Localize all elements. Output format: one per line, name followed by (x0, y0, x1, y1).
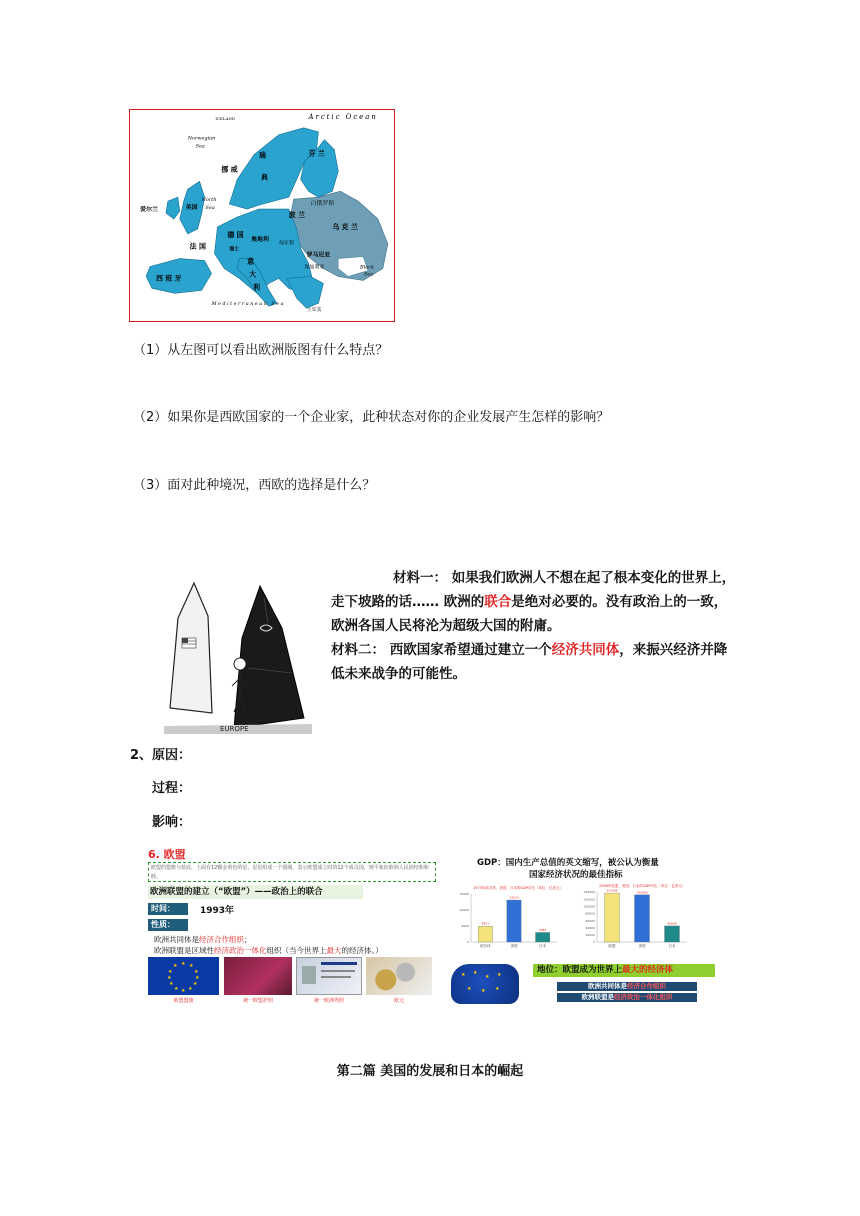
eu-license-image (296, 957, 362, 995)
material-1-label: 材料一： (393, 570, 447, 586)
romania-label: 罗马尼亚 (306, 251, 331, 259)
gdp-badge-1-b: 经济合作组织 (627, 982, 666, 990)
finland-label: 芬 兰 (308, 149, 325, 158)
eu-flag-image (148, 957, 219, 995)
chart-value-label: 137000 (606, 888, 618, 893)
europe-map (129, 109, 395, 322)
eu-nature-label: 性质： (148, 919, 188, 931)
eu-line1-red: 经济合作组织 (199, 935, 244, 944)
svg-text:★: ★ (173, 963, 178, 969)
gdp-badge-1-a: 欧洲共同体是 (588, 982, 627, 990)
chart-tick-label: 80000 (585, 911, 595, 916)
chart-bar (478, 926, 492, 942)
hungary-label: 匈牙利 (278, 240, 294, 247)
chart-bar (507, 900, 521, 942)
chart-bar (635, 895, 650, 942)
svg-text:★: ★ (174, 986, 179, 992)
france-label: 法 国 (189, 242, 206, 251)
chart-category-label: 美国 (510, 944, 518, 948)
gdp-status (533, 964, 715, 977)
gdp-title-b: 国家经济状况的最佳指标 (529, 870, 623, 880)
process-label: 过程： (152, 781, 192, 796)
chart-category-label: 欧共体 (480, 944, 491, 948)
material-2-highlight: 经济共同体 (551, 642, 620, 658)
chart-tick-label: 120000 (583, 897, 595, 902)
spain-label: 西 班 牙 (156, 274, 182, 283)
eu-time-value: 1993年 (200, 906, 235, 916)
eu-slide (148, 846, 438, 1006)
eu-time-label: 时间： (148, 903, 188, 915)
chart-bar (605, 893, 620, 942)
sweden-label-b: 典 (261, 173, 268, 182)
chart-category-label: 日本 (668, 944, 676, 948)
eu-nature-line-1 (154, 934, 252, 945)
gdp-badge-2 (557, 993, 697, 1002)
cartoon-illustration (164, 578, 312, 734)
eu-caption-license: 统一欧洲驾照 (313, 998, 344, 1004)
chart-value-label: 45000 (667, 921, 677, 926)
eu-line2-b: 组织（当今世界上 (266, 946, 327, 955)
chart-tick-label: 15000 (459, 892, 469, 897)
sweden-label-a: 瑞 (259, 151, 266, 160)
svg-text:★: ★ (485, 974, 490, 980)
question-2: （2）如果你是西欧国家的一个企业家，此种状态对你的企业发展产生怎样的影响？ (133, 410, 610, 425)
eu-caption-euro: 欧元 (393, 998, 404, 1004)
question-1: （1）从左图可以看出欧洲版图有什么特点？ (133, 343, 389, 358)
bulgaria-label: 保加利亚 (304, 264, 325, 271)
chapter-title: 第二篇 美国的发展和日本的崛起 (336, 1064, 524, 1079)
chart-bar (536, 932, 550, 942)
eu-nature-line-2 (154, 945, 383, 956)
eu-passport-image (224, 957, 292, 995)
north-sea-label-2: Sea (205, 205, 215, 212)
italy-label-a: 意 (247, 257, 255, 266)
mediterranean-label: Mediterranean Sea (211, 301, 286, 308)
gdp-title-a: GDP：国内生产总值的英文缩写，被公认为衡量 (477, 858, 659, 868)
impact-label: 影响： (152, 815, 192, 830)
svg-text:★: ★ (497, 972, 502, 978)
gdp-charts (447, 882, 717, 962)
chart-tick-label: 40000 (585, 925, 595, 930)
turkey-label: 土耳其 (306, 307, 322, 314)
ukraine-label: 乌 克 兰 (332, 222, 358, 231)
eu-euro-image (366, 957, 432, 995)
chart-value-label: 13114 (509, 895, 519, 900)
material-1 (331, 566, 736, 638)
svg-text:★: ★ (169, 981, 174, 987)
gdp-status-red: 最大的经济体 (622, 965, 674, 975)
eu-slide-title: 6. 欧盟 (148, 848, 186, 861)
chart-tick-label: 5000 (461, 924, 469, 929)
chart1-caption: 1973年欧共体、美国、日本的GDP对比（单位：亿美元） (473, 886, 563, 890)
ireland-label: 爱尔兰 (140, 206, 158, 214)
section-heading: 2、原因： (130, 748, 192, 763)
material-2-label: 材料二： (331, 642, 385, 658)
chart-tick-label: 10000 (459, 908, 469, 913)
norwegian-sea-label-1: Norwegian (187, 135, 216, 142)
eu-fist-image (451, 964, 519, 1004)
material-block (331, 566, 736, 686)
svg-text:★: ★ (495, 986, 500, 992)
black-sea-label-1: Black (360, 264, 374, 271)
chart-category-label: 欧盟 (608, 944, 616, 948)
germany-label: 德 国 (227, 230, 244, 239)
uk-label: 英国 (185, 204, 198, 212)
chart-2006 (584, 889, 687, 948)
gdp-badge-1 (557, 982, 697, 991)
svg-text:EUROPE: EUROPE (220, 725, 249, 733)
chart-tick-label: 20000 (585, 933, 595, 938)
material-2-text-b: ，来振兴经济并降低未来战争的可能性。 (331, 642, 728, 682)
svg-text:★: ★ (188, 986, 193, 992)
black-sea-label-2: Sea (364, 271, 374, 278)
chart-value-label: 2981 (538, 927, 547, 932)
svg-text:★: ★ (473, 970, 478, 976)
material-1-text-b: 是绝对必要的。没有政治上的一致，欧洲各国人民将沦为超级大国的附庸。 (331, 594, 728, 634)
chart-tick-label: 0 (467, 940, 469, 945)
norwegian-sea-label-2: Sea (195, 143, 205, 150)
svg-text:★: ★ (189, 963, 194, 969)
chart-tick-label: 0 (593, 940, 595, 945)
chart-value-label: 132000 (636, 890, 648, 895)
eu-line2-c: 的经济体。） (341, 946, 383, 955)
austria-label: 奥地利 (251, 235, 269, 243)
svg-text:★: ★ (168, 969, 173, 975)
iceland-label: ICELAND (215, 115, 236, 121)
material-1-text-a: 如果我们欧洲人不想在起了根本变化的世界上，走下坡路的话…… 欧洲的 (331, 570, 736, 610)
norway-label: 挪 威 (221, 165, 238, 174)
eu-line1-a: 欧洲共同体是 (154, 935, 199, 944)
gdp-badge-2-b: 经济政治一体化组织 (614, 993, 673, 1001)
svg-text:★: ★ (194, 969, 199, 975)
chart-category-label: 日本 (539, 944, 547, 948)
eu-slide-subtitle: 欧洲联盟的建立（“欧盟”）——政治上的联合 (148, 885, 363, 899)
gdp-badge-2-a: 欧洲联盟是 (581, 993, 614, 1001)
material-1-highlight: 联合 (484, 594, 512, 610)
eu-caption-passport: 统一欧盟护照 (242, 998, 273, 1004)
svg-text:★: ★ (167, 975, 172, 981)
eu-slide-intro: 欧盟的盟旗与蓝底，上面有12颗金黄色的星，星星组成一个圆圈，表示欧盟成立时的12个成员国，则平象征欧洲人民团结和和睦。 (148, 862, 436, 882)
gdp-slide (447, 848, 717, 1008)
chart2-caption: 2006年欧盟、美国、日本的GDP对比（单位：亿美元） (599, 884, 686, 888)
eu-line2-red2: 最大 (326, 946, 342, 955)
europe-map-svg (130, 110, 394, 321)
gdp-status-a: 地位：欧盟成为世界上 (537, 965, 623, 975)
belarus-label: 白俄罗斯 (310, 200, 335, 208)
eu-caption-flag: 欧盟盟旗 (173, 998, 194, 1004)
chart-category-label: 美国 (638, 944, 646, 948)
svg-text:★: ★ (181, 961, 186, 967)
chart-tick-label: 100000 (583, 904, 595, 909)
svg-text:★: ★ (467, 986, 472, 992)
poland-label: 波 兰 (288, 210, 306, 219)
eu-line2-a: 欧洲联盟是区域性 (154, 946, 214, 955)
italy-label-c: 利 (253, 283, 261, 292)
svg-text:★: ★ (481, 988, 486, 994)
eu-line2-red: 经济政治一体化 (214, 946, 267, 955)
chart-bar (665, 926, 680, 942)
italy-label-b: 大 (249, 270, 257, 279)
eu-line1-b: ； (244, 935, 252, 944)
material-2-text-a: 西欧国家希望通过建立一个 (385, 642, 552, 658)
chart-1973 (459, 892, 557, 948)
chart-tick-label: 140000 (583, 890, 595, 895)
north-sea-label-1: North (201, 197, 217, 204)
svg-text:★: ★ (181, 988, 186, 994)
chart-value-label: 4951 (481, 921, 490, 926)
chart-tick-label: 60000 (585, 918, 595, 923)
arctic-ocean-label: Arctic Ocean (308, 112, 378, 121)
svg-text:★: ★ (195, 975, 200, 981)
swiss-label: 瑞士 (229, 246, 240, 253)
svg-text:★: ★ (461, 972, 466, 978)
svg-text:★: ★ (193, 981, 198, 987)
question-3: （3）面对此种境况，西欧的选择是什么？ (133, 478, 376, 493)
material-2 (331, 638, 736, 686)
